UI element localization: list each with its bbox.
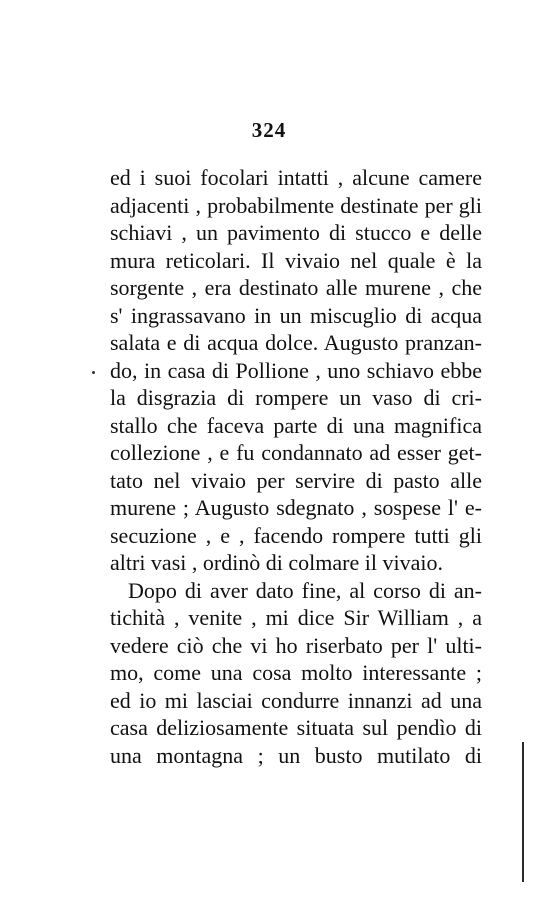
text-line: stallo che faceva parte di una magnifica [110,412,482,438]
paragraph-2 [110,577,482,770]
paragraph-1 [110,164,482,577]
body-text [110,164,482,769]
text-line: do, in casa di Pollione , uno schiavo ebbe [110,357,482,383]
text-line: ed io mi lasciai condurre innanzi ad una [110,687,482,713]
text-line: mura reticolari. Il vivaio nel quale è la [110,247,482,273]
text-line: vedere ciò che vi ho riserbato per l' ulti- [110,632,482,658]
text-line: schiavi , un pavimento di stucco e delle [110,220,482,245]
text-line: altri vasi , ordinò di colmare il vivaio. [110,550,443,575]
text-line: tato nel vivaio per servire di pasto alle [110,467,482,493]
text-line: mo, come una cosa molto interessante ; [110,660,482,685]
text-line: ed i suoi focolari intatti , alcune camere [110,165,482,190]
text-line: salata e di acqua dolce. Augusto pranzan- [110,330,482,355]
text-line: collezione , e fu condannato ad esser get- [110,440,482,465]
page-number: 324 [251,118,287,142]
text-line: adjacenti , probabilmente destinate per gli [110,192,482,218]
text-line: una montagna ; un busto mutilato di [110,742,482,768]
text-line: secuzione , e , facendo rompere tutti gli [110,522,482,548]
text-line: Dopo di aver dato fine, al corso di an- [128,577,482,603]
text-line: s' ingrassavano in un miscuglio di acqua [110,302,482,328]
text-line: sorgente , era destinato alle murene , che [110,275,482,300]
ink-speck [92,371,95,374]
text-line: casa deliziosamente situata sul pendìo di [110,715,482,740]
text-line: tichità , venite , mi dice Sir William , a [110,605,482,630]
text-line: murene ; Augusto sdegnato , sospese l' e- [110,495,482,520]
page-edge-mark [522,742,524,882]
text-line: la disgrazia di rompere un vaso di cri- [110,385,482,410]
